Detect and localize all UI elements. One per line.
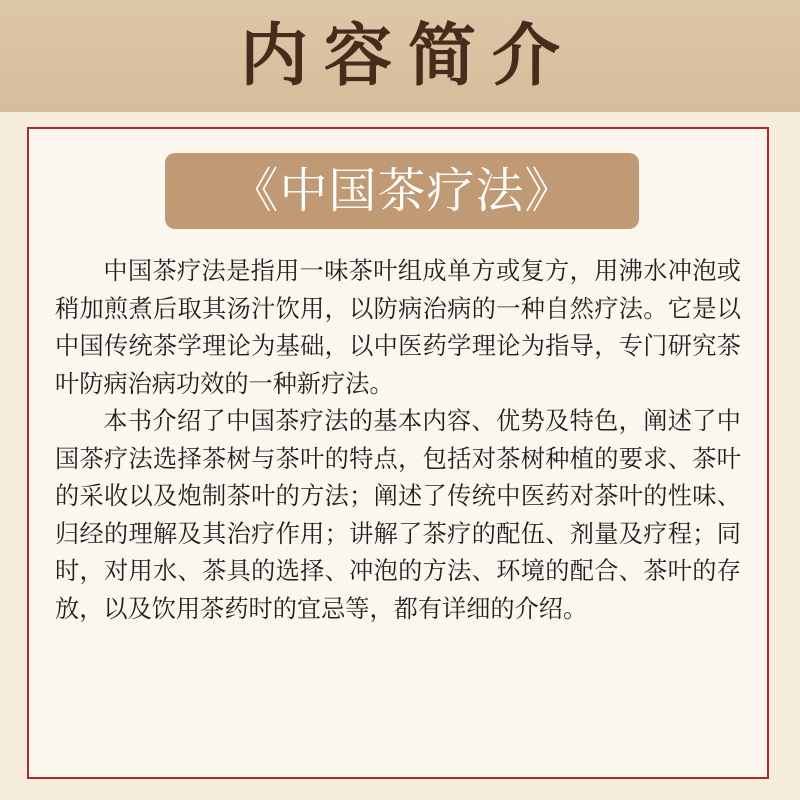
- intro-paragraph-1: 中国茶疗法是指用一味茶叶组成单方或复方，用沸水冲泡或稍加煎煮后取其汤汁饮用，以防病治病的一种自然疗法。它是以中国传统茶学理论为基础，以中医药学理论为指导，专门研究茶叶防病治病功效的一种新疗法。: [55, 257, 741, 398]
- header-band: [0, 0, 800, 112]
- book-title-banner: [165, 153, 639, 229]
- intro-text: [55, 253, 741, 628]
- content-frame: [27, 127, 769, 779]
- book-title: 《中国茶疗法》: [230, 163, 574, 219]
- page-title: 内容简介: [239, 16, 576, 96]
- intro-paragraph-2: 本书介绍了中国茶疗法的基本内容、优势及特色，阐述了中国茶疗法选择茶树与茶叶的特点，包括对茶树种植的要求、茶叶的采收以及炮制茶叶的方法；阐述了传统中医药对茶叶的性味、归经的理解及其治疗作用；讲解了茶疗的配伍、剂量及疗程；同时，对用水、茶具的选择、冲泡的方法、环境的配合、茶叶的存放，以及饮用茶药时的宜忌等，都有详细的介绍。: [55, 407, 741, 623]
